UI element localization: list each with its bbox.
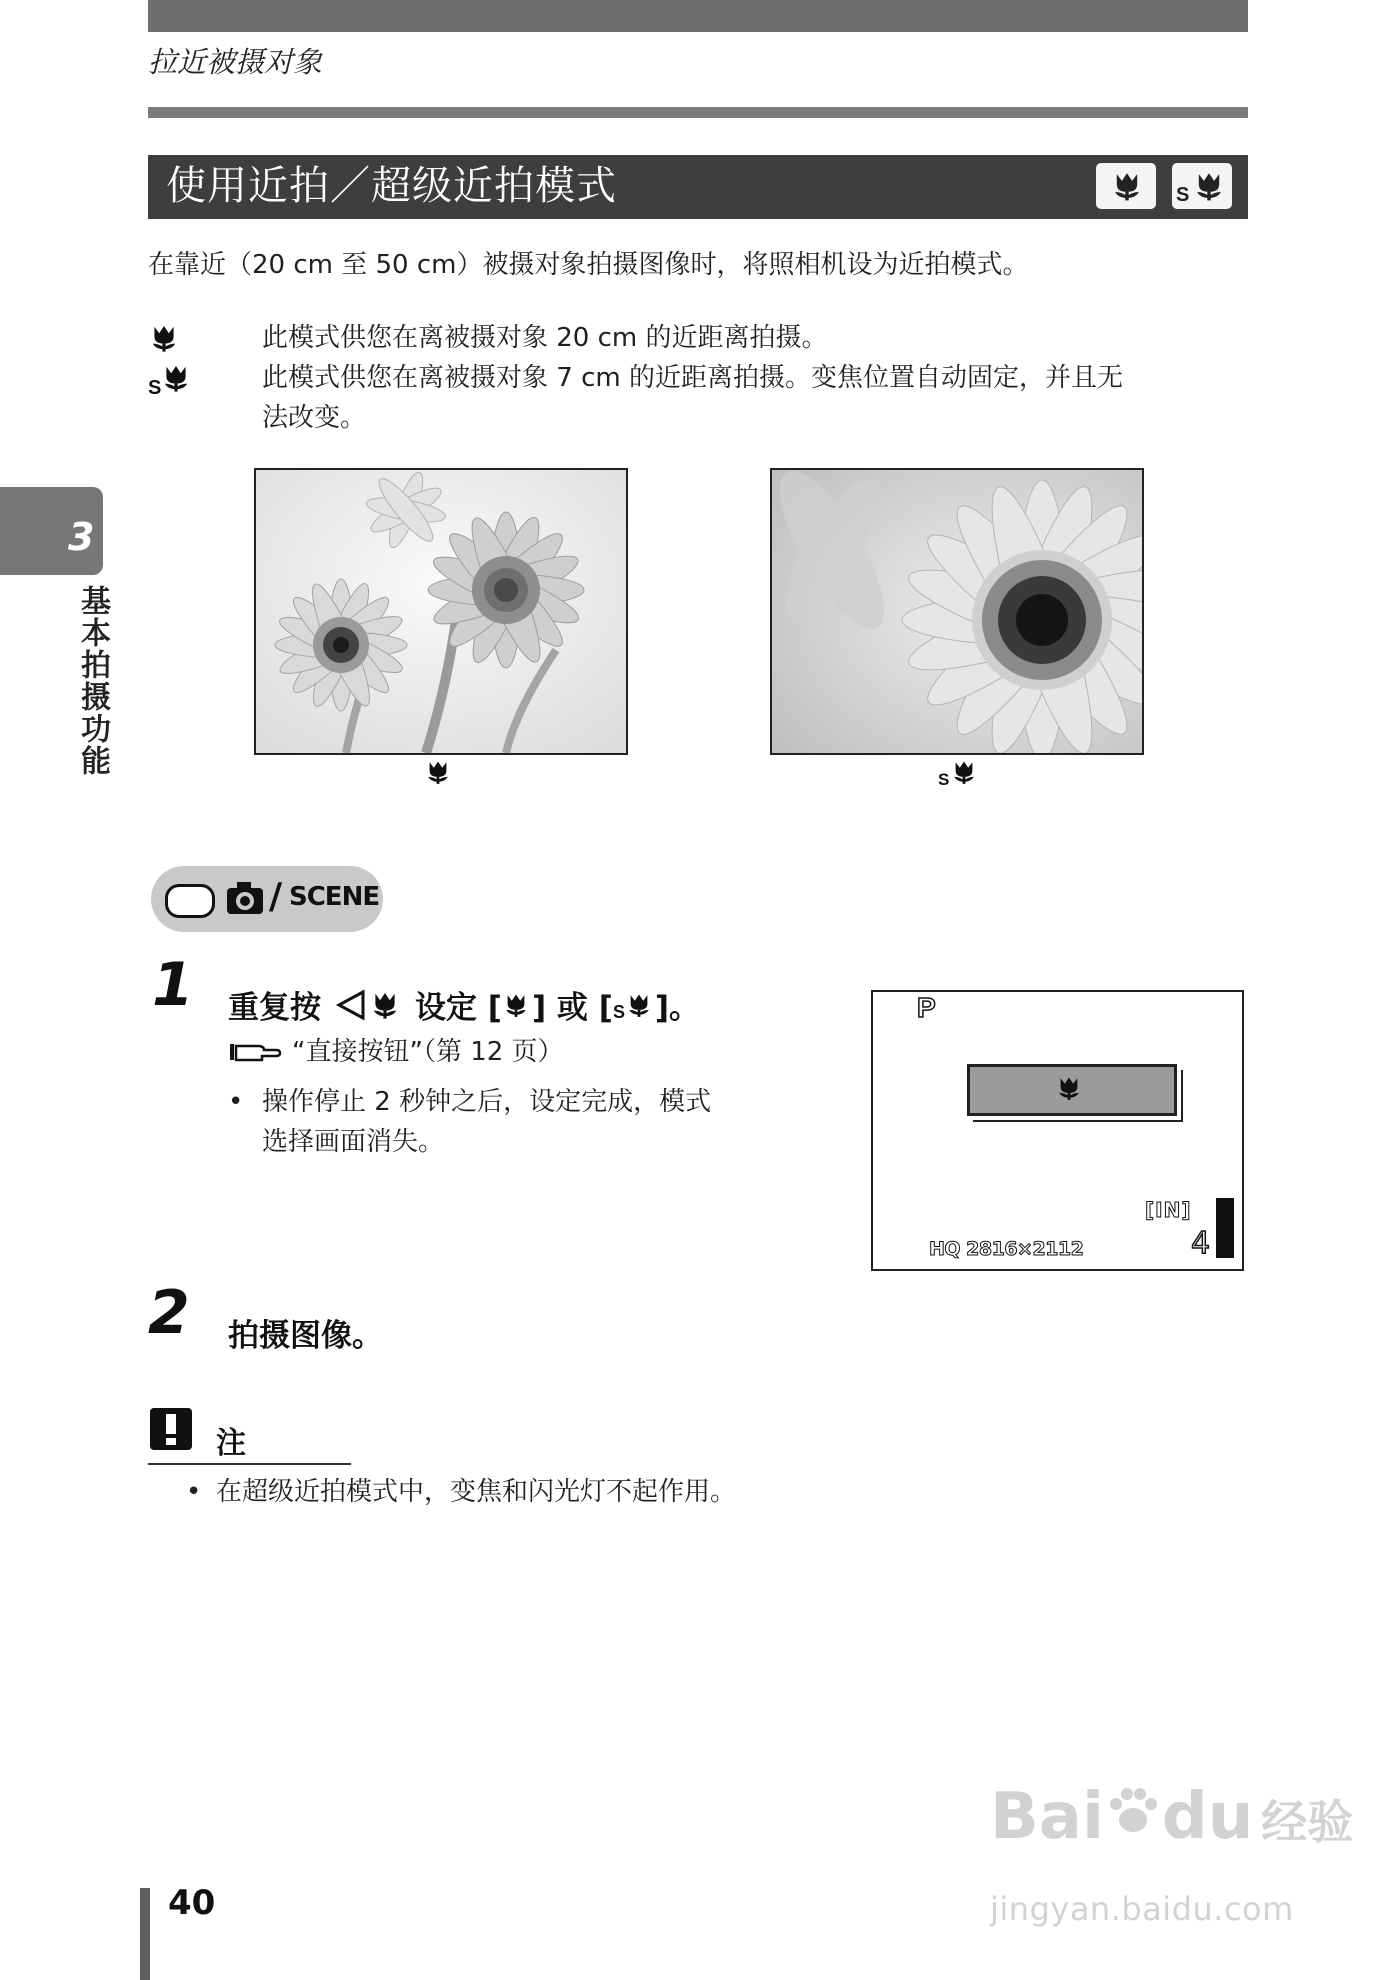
scene-label: SCENE <box>289 882 380 912</box>
macro-badge <box>1096 163 1156 209</box>
lcd-shots-remaining: 4 <box>1191 1226 1211 1261</box>
chapter-heading: 拉近被摄对象 <box>148 45 323 79</box>
super-macro-icon <box>613 989 655 1021</box>
macro-definition: 此模式供您在离被摄对象 20 cm 的近距离拍摄。 <box>262 323 828 353</box>
svg-text:S: S <box>148 377 162 398</box>
header-divider <box>148 107 1248 118</box>
macro-icon <box>1096 163 1156 209</box>
lcd-memory-indicator: [IN] <box>1145 1198 1192 1222</box>
super-macro-definition: 此模式供您在离被摄对象 7 cm 的近距离拍摄。变焦位置自动固定，并且无 法改变。 <box>262 363 1123 433</box>
step-1-bullet: 操作停止 2 秒钟之后，设定完成，模式 选择画面消失。 <box>262 1087 712 1157</box>
left-arrow-icon <box>335 988 369 1022</box>
macro-caption-icon <box>424 758 456 792</box>
slash-separator: / <box>269 876 283 917</box>
note-bullet: 在超级近拍模式中，变焦和闪光灯不起作用。 <box>216 1477 737 1507</box>
top-gray-bar <box>148 0 1248 32</box>
super-macro-def-icon <box>148 362 194 402</box>
lcd-mode-banner <box>967 1064 1177 1116</box>
paw-icon <box>1106 1784 1160 1838</box>
lcd-image-quality: HQ 2816×2112 <box>929 1238 1084 1260</box>
camera-icon <box>225 880 265 916</box>
step-1-reference: “直接按钮”（第 12 页） <box>228 1032 564 1072</box>
note-title: 注 <box>216 1426 246 1461</box>
page-number: 40 <box>168 1883 216 1923</box>
watermark-url: jingyan.baidu.com <box>990 1890 1294 1928</box>
intro-text: 在靠近（20 cm 至 50 cm）被摄对象拍摄图像时，将照相机设为近拍模式。 <box>148 250 1029 280</box>
lcd-shooting-mode: P <box>917 992 936 1023</box>
super-macro-badge <box>1172 163 1232 209</box>
macro-icon <box>369 988 403 1022</box>
mode-dial-indicator <box>151 866 383 932</box>
step-1-number: 1 <box>152 950 194 1020</box>
macro-def-icon <box>148 322 184 360</box>
super-macro-caption-icon <box>938 758 980 792</box>
mode-dial-switch-icon <box>165 884 215 918</box>
step-1-instruction: 重复按 设定 [ ] 或 [ S ]。 <box>228 982 700 1027</box>
watermark-logo: Bai du 经验 <box>990 1780 1354 1854</box>
footer-bar <box>140 1888 150 1980</box>
step-2-instruction: 拍摄图像。 <box>228 1318 383 1354</box>
chapter-label: 基本拍摄功能 <box>75 585 110 777</box>
chapter-number: 3 <box>68 515 95 559</box>
super-macro-icon <box>1172 163 1232 209</box>
svg-text:S: S <box>612 1001 625 1021</box>
note-alert-icon <box>150 1408 192 1450</box>
section-title: 使用近拍／超级近拍模式 <box>166 163 617 209</box>
lcd-screen-preview <box>871 990 1244 1271</box>
note-underline <box>148 1463 351 1465</box>
macro-sample-photo <box>254 468 628 755</box>
macro-icon <box>1055 1074 1087 1104</box>
step-2-number: 2 <box>148 1278 190 1348</box>
pointing-hand-icon <box>228 1038 282 1066</box>
svg-text:S: S <box>1176 184 1190 206</box>
note-bullet-dot: • <box>186 1477 202 1507</box>
macro-icon <box>502 989 532 1021</box>
step-1-bullet-dot: • <box>228 1087 244 1117</box>
lcd-memory-gauge <box>1216 1198 1234 1258</box>
super-macro-sample-photo <box>770 468 1144 755</box>
svg-text:S: S <box>938 770 950 788</box>
